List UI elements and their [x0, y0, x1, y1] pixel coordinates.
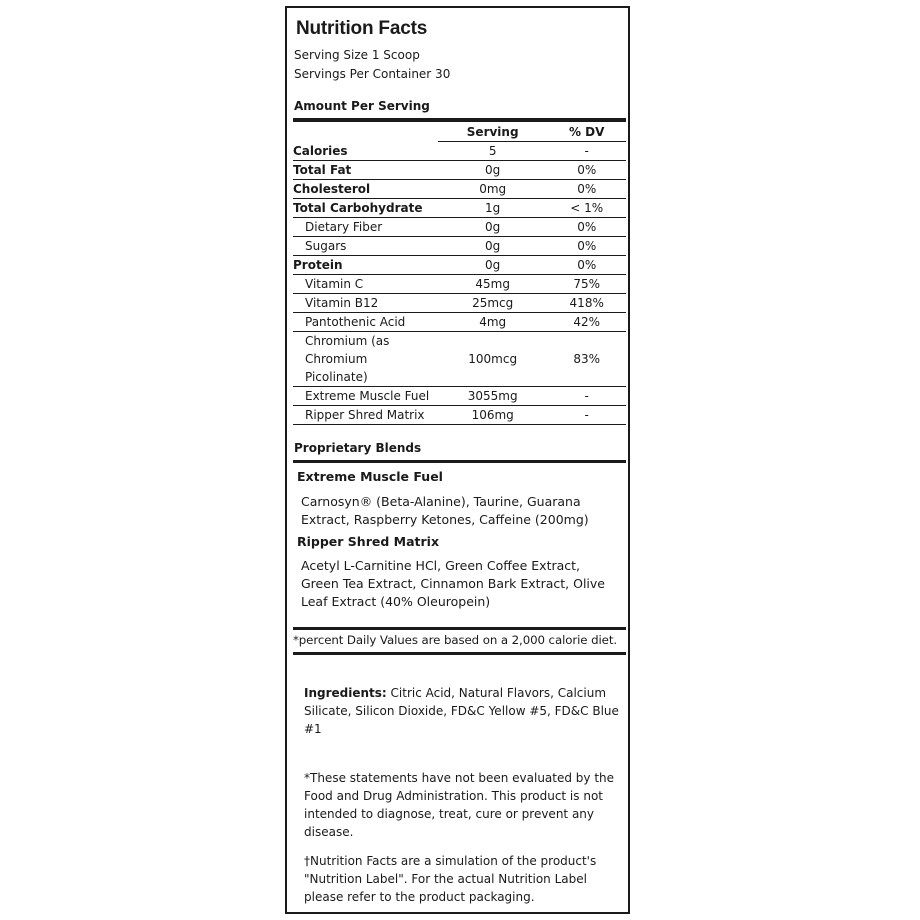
nutrient-serving: 45mg — [438, 275, 548, 294]
statement-line: Food and Drug Administration. This product is not — [304, 789, 603, 803]
nutrient-name: Vitamin B12 — [293, 294, 438, 313]
blend-name: Ripper Shred Matrix — [297, 534, 440, 549]
table-row — [293, 161, 626, 180]
blend-line: Carnosyn® (Beta-Alanine), Taurine, Guarana — [301, 494, 581, 509]
nutrient-name: Protein — [293, 256, 438, 275]
servings-per-container: Servings Per Container 30 — [294, 67, 451, 81]
nutrient-name: Pantothenic Acid — [293, 313, 438, 332]
thick-divider — [293, 652, 626, 655]
nutrient-name: Total Fat — [293, 161, 438, 180]
nutrient-serving: 0g — [438, 161, 548, 180]
nutrient-dv: - — [547, 142, 626, 161]
simulation-note — [304, 852, 622, 906]
nutrient-name-line: Chromium — [305, 352, 368, 366]
statement-line: intended to diagnose, treat, cure or prevent any — [304, 807, 595, 821]
table-row — [293, 142, 626, 161]
table-row — [293, 237, 626, 256]
ingredients-line: #1 — [304, 722, 322, 736]
nutrient-dv: 0% — [547, 180, 626, 199]
nutrient-dv: 418% — [547, 294, 626, 313]
ingredients-text: Citric Acid, Natural Flavors, Calcium — [386, 686, 607, 700]
nutrient-name: Sugars — [293, 237, 438, 256]
table-header-dv: % DV — [547, 123, 626, 142]
table-row — [293, 406, 626, 425]
statement-line: *These statements have not been evaluated by the — [304, 771, 615, 785]
table-row — [293, 275, 626, 294]
table-row — [293, 313, 626, 332]
ingredients-line — [304, 684, 622, 702]
amount-per-serving-heading: Amount Per Serving — [294, 99, 430, 113]
nutrient-name: Cholesterol — [293, 180, 438, 199]
table-row — [293, 199, 626, 218]
nutrient-serving: 4mg — [438, 313, 548, 332]
table-row — [293, 180, 626, 199]
nutrient-dv: < 1% — [547, 199, 626, 218]
thick-divider — [293, 627, 626, 630]
note-line: †Nutrition Facts are a simulation of the product's — [304, 854, 597, 868]
nutrient-serving: 0mg — [438, 180, 548, 199]
blend-line: Extract, Raspberry Ketones, Caffeine (200mg) — [301, 512, 589, 527]
ingredients-line: Silicate, Silicon Dioxide, FD&C Yellow #5, FD&C Blue — [304, 704, 619, 718]
serving-size: Serving Size 1 Scoop — [294, 48, 420, 62]
nutrient-serving: 106mg — [438, 406, 548, 425]
nutrient-name-line: Picolinate) — [305, 370, 368, 384]
nutrient-name-line: Chromium (as — [305, 334, 390, 348]
table-row — [293, 332, 626, 387]
table-row — [293, 256, 626, 275]
nutrient-dv: - — [547, 406, 626, 425]
nutrient-name — [293, 332, 438, 387]
ingredients — [304, 684, 622, 738]
nutrient-name: Ripper Shred Matrix — [293, 406, 438, 425]
nutrient-serving: 3055mg — [438, 387, 548, 406]
blend-line: Acetyl L-Carnitine HCl, Green Coffee Extract, — [301, 558, 581, 573]
table-row — [293, 294, 626, 313]
nutrient-serving: 5 — [438, 142, 548, 161]
nutrient-serving: 100mcg — [438, 332, 548, 387]
nutrient-serving: 0g — [438, 218, 548, 237]
nutrient-dv: 42% — [547, 313, 626, 332]
nutrient-name: Vitamin C — [293, 275, 438, 294]
proprietary-blends-heading: Proprietary Blends — [294, 441, 422, 455]
thick-divider — [293, 460, 626, 463]
nutrient-dv: 75% — [547, 275, 626, 294]
table-header-empty — [293, 123, 438, 142]
nutrition-table — [293, 123, 626, 425]
nutrient-serving: 25mcg — [438, 294, 548, 313]
nutrient-name: Total Carbohydrate — [293, 199, 438, 218]
ingredients-label: Ingredients: — [304, 686, 387, 700]
nutrient-dv: - — [547, 387, 626, 406]
table-header-serving: Serving — [438, 123, 548, 142]
blend-line: Green Tea Extract, Cinnamon Bark Extract, Olive — [301, 576, 605, 591]
blend-ingredients — [301, 557, 621, 611]
table-row — [293, 218, 626, 237]
nutrient-dv: 0% — [547, 218, 626, 237]
note-line: please refer to the product packaging. — [304, 890, 535, 904]
thick-divider — [293, 118, 626, 122]
fda-statement — [304, 769, 622, 841]
nutrient-name: Extreme Muscle Fuel — [293, 387, 438, 406]
table-header-row — [293, 123, 626, 142]
nutrient-dv: 0% — [547, 237, 626, 256]
nutrient-dv: 0% — [547, 161, 626, 180]
note-line: "Nutrition Label". For the actual Nutrition Label — [304, 872, 587, 886]
nutrient-serving: 1g — [438, 199, 548, 218]
table-row — [293, 387, 626, 406]
nutrition-facts-title: Nutrition Facts — [296, 18, 428, 39]
blend-name: Extreme Muscle Fuel — [297, 469, 443, 484]
nutrition-label — [285, 6, 630, 914]
nutrient-dv: 83% — [547, 332, 626, 387]
nutrient-serving: 0g — [438, 256, 548, 275]
nutrient-dv: 0% — [547, 256, 626, 275]
blend-line: Leaf Extract (40% Oleuropein) — [301, 594, 491, 609]
nutrient-serving: 0g — [438, 237, 548, 256]
blend-ingredients — [301, 493, 621, 529]
daily-value-footnote: *percent Daily Values are based on a 2,000 calorie diet. — [293, 633, 617, 647]
nutrient-name: Calories — [293, 142, 438, 161]
nutrient-name: Dietary Fiber — [293, 218, 438, 237]
statement-line: disease. — [304, 825, 354, 839]
